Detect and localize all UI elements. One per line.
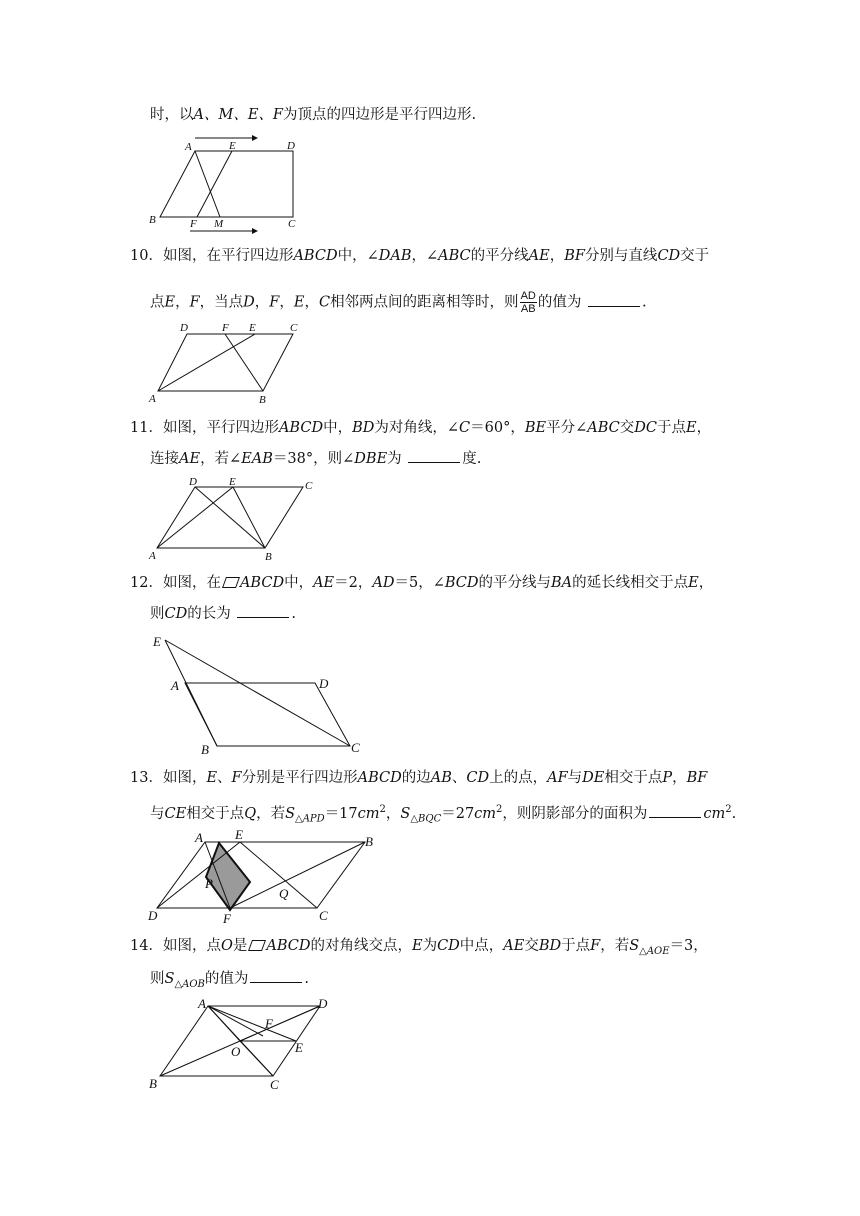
q13-label-P: P	[205, 876, 213, 891]
q14-answer-blank[interactable]	[250, 968, 302, 983]
q11-label-E: E	[229, 476, 236, 488]
q11-label-A: A	[149, 550, 156, 562]
q13-label-B: B	[365, 834, 373, 849]
q11-label-C: C	[305, 480, 313, 492]
q10-figure	[145, 320, 315, 410]
q12-figure	[145, 630, 375, 760]
q9-label-A: A	[185, 141, 192, 153]
parallelogram-icon	[222, 577, 240, 588]
q12-label-C: C	[351, 740, 360, 755]
q10-label-C: C	[290, 322, 298, 334]
q11-figure	[145, 472, 325, 567]
q10-label-E: E	[249, 322, 256, 334]
q14-label-O: O	[231, 1044, 241, 1059]
q10-label-D: D	[180, 322, 188, 334]
q12-label-E: E	[153, 634, 161, 649]
q13-label-F: F	[223, 911, 231, 926]
q14-line2: 则$S_{\triangle AOB}$的值为 .	[150, 968, 309, 995]
q14-label-A: A	[198, 996, 206, 1011]
q10-fraction: $\frac{AD}{AB}$	[520, 290, 536, 315]
parallelogram-icon	[248, 940, 266, 951]
q14-label-B: B	[149, 1076, 157, 1091]
q9-label-B: B	[149, 214, 156, 226]
q13-line1: 13．如图，E、F分别是平行四边形ABCD的边AB、CD上的点，AF与DE相交于点P，BF	[130, 770, 708, 786]
q12-line2: 则CD的长为 .	[150, 603, 296, 624]
q13-label-E: E	[235, 827, 243, 842]
q10-line1: 10．如图，在平行四边形ABCD中，∠DAB，∠ABC的平分线AE，BF分别与直线CD交于	[130, 248, 710, 264]
q9-text: 时，以A、M、E、F为顶点的四边形是平行四边形.	[150, 107, 477, 123]
q11-label-D: D	[189, 476, 197, 488]
q11-line2: 连接AE，若∠EAB＝38°，则∠DBE为 度.	[150, 448, 481, 469]
q12-answer-blank[interactable]	[237, 603, 289, 618]
q14-line1: 14．如图，点O是 ABCD的对角线交点，E为CD中点，AE交BD于点F，若$S_{\triangle AOE}=3$，	[130, 938, 708, 957]
q9-label-E: E	[229, 140, 236, 152]
q10-answer-blank[interactable]	[588, 292, 640, 307]
q13-label-D: D	[148, 908, 158, 923]
q13-figure	[145, 828, 385, 928]
q10-label-A: A	[149, 393, 156, 405]
q12-line1: 12．如图，在 ABCD中，AE＝2，AD＝5，∠BCD的平分线与BA的延长线相交于点E，	[130, 575, 714, 591]
q14-label-D: D	[318, 996, 328, 1011]
q11-label-B: B	[265, 551, 272, 563]
q13-label-C: C	[319, 908, 328, 923]
q13-answer-blank[interactable]	[649, 803, 701, 818]
q9-label-M: M	[214, 218, 224, 230]
q9-figure	[145, 133, 315, 238]
q11-answer-blank[interactable]	[408, 448, 460, 463]
q10-label-F: F	[222, 322, 229, 334]
q10-label-B: B	[259, 394, 266, 406]
q14-figure	[145, 996, 345, 1091]
q9-label-C: C	[288, 218, 296, 230]
q10-line2: 点E，F，当点D，F，E，C相邻两点间的距离相等时，则 $\frac{AD}{AB}$ 的值为 .	[150, 290, 647, 315]
q13-label-A: A	[195, 830, 203, 845]
q14-label-E: E	[295, 1040, 303, 1055]
q11-line1: 11．如图，平行四边形ABCD中，BD为对角线，∠C＝60°，BE平分∠ABC交DC于点E，	[130, 420, 712, 436]
q9-label-F: F	[190, 218, 197, 230]
q12-label-D: D	[319, 676, 329, 691]
q13-label-Q: Q	[279, 886, 289, 901]
q9-label-D: D	[287, 140, 295, 152]
q12-label-A: A	[171, 678, 179, 693]
q14-label-C: C	[270, 1077, 279, 1092]
q12-label-B: B	[201, 742, 209, 757]
q13-line2: 与CE相交于点Q，若$S_{\triangle APD}=17cm^2$，$S_{\triangle BQC}=27cm^2$，则阴影部分的面积为 $cm^2$.	[150, 804, 737, 825]
q14-label-F: F	[265, 1016, 273, 1031]
